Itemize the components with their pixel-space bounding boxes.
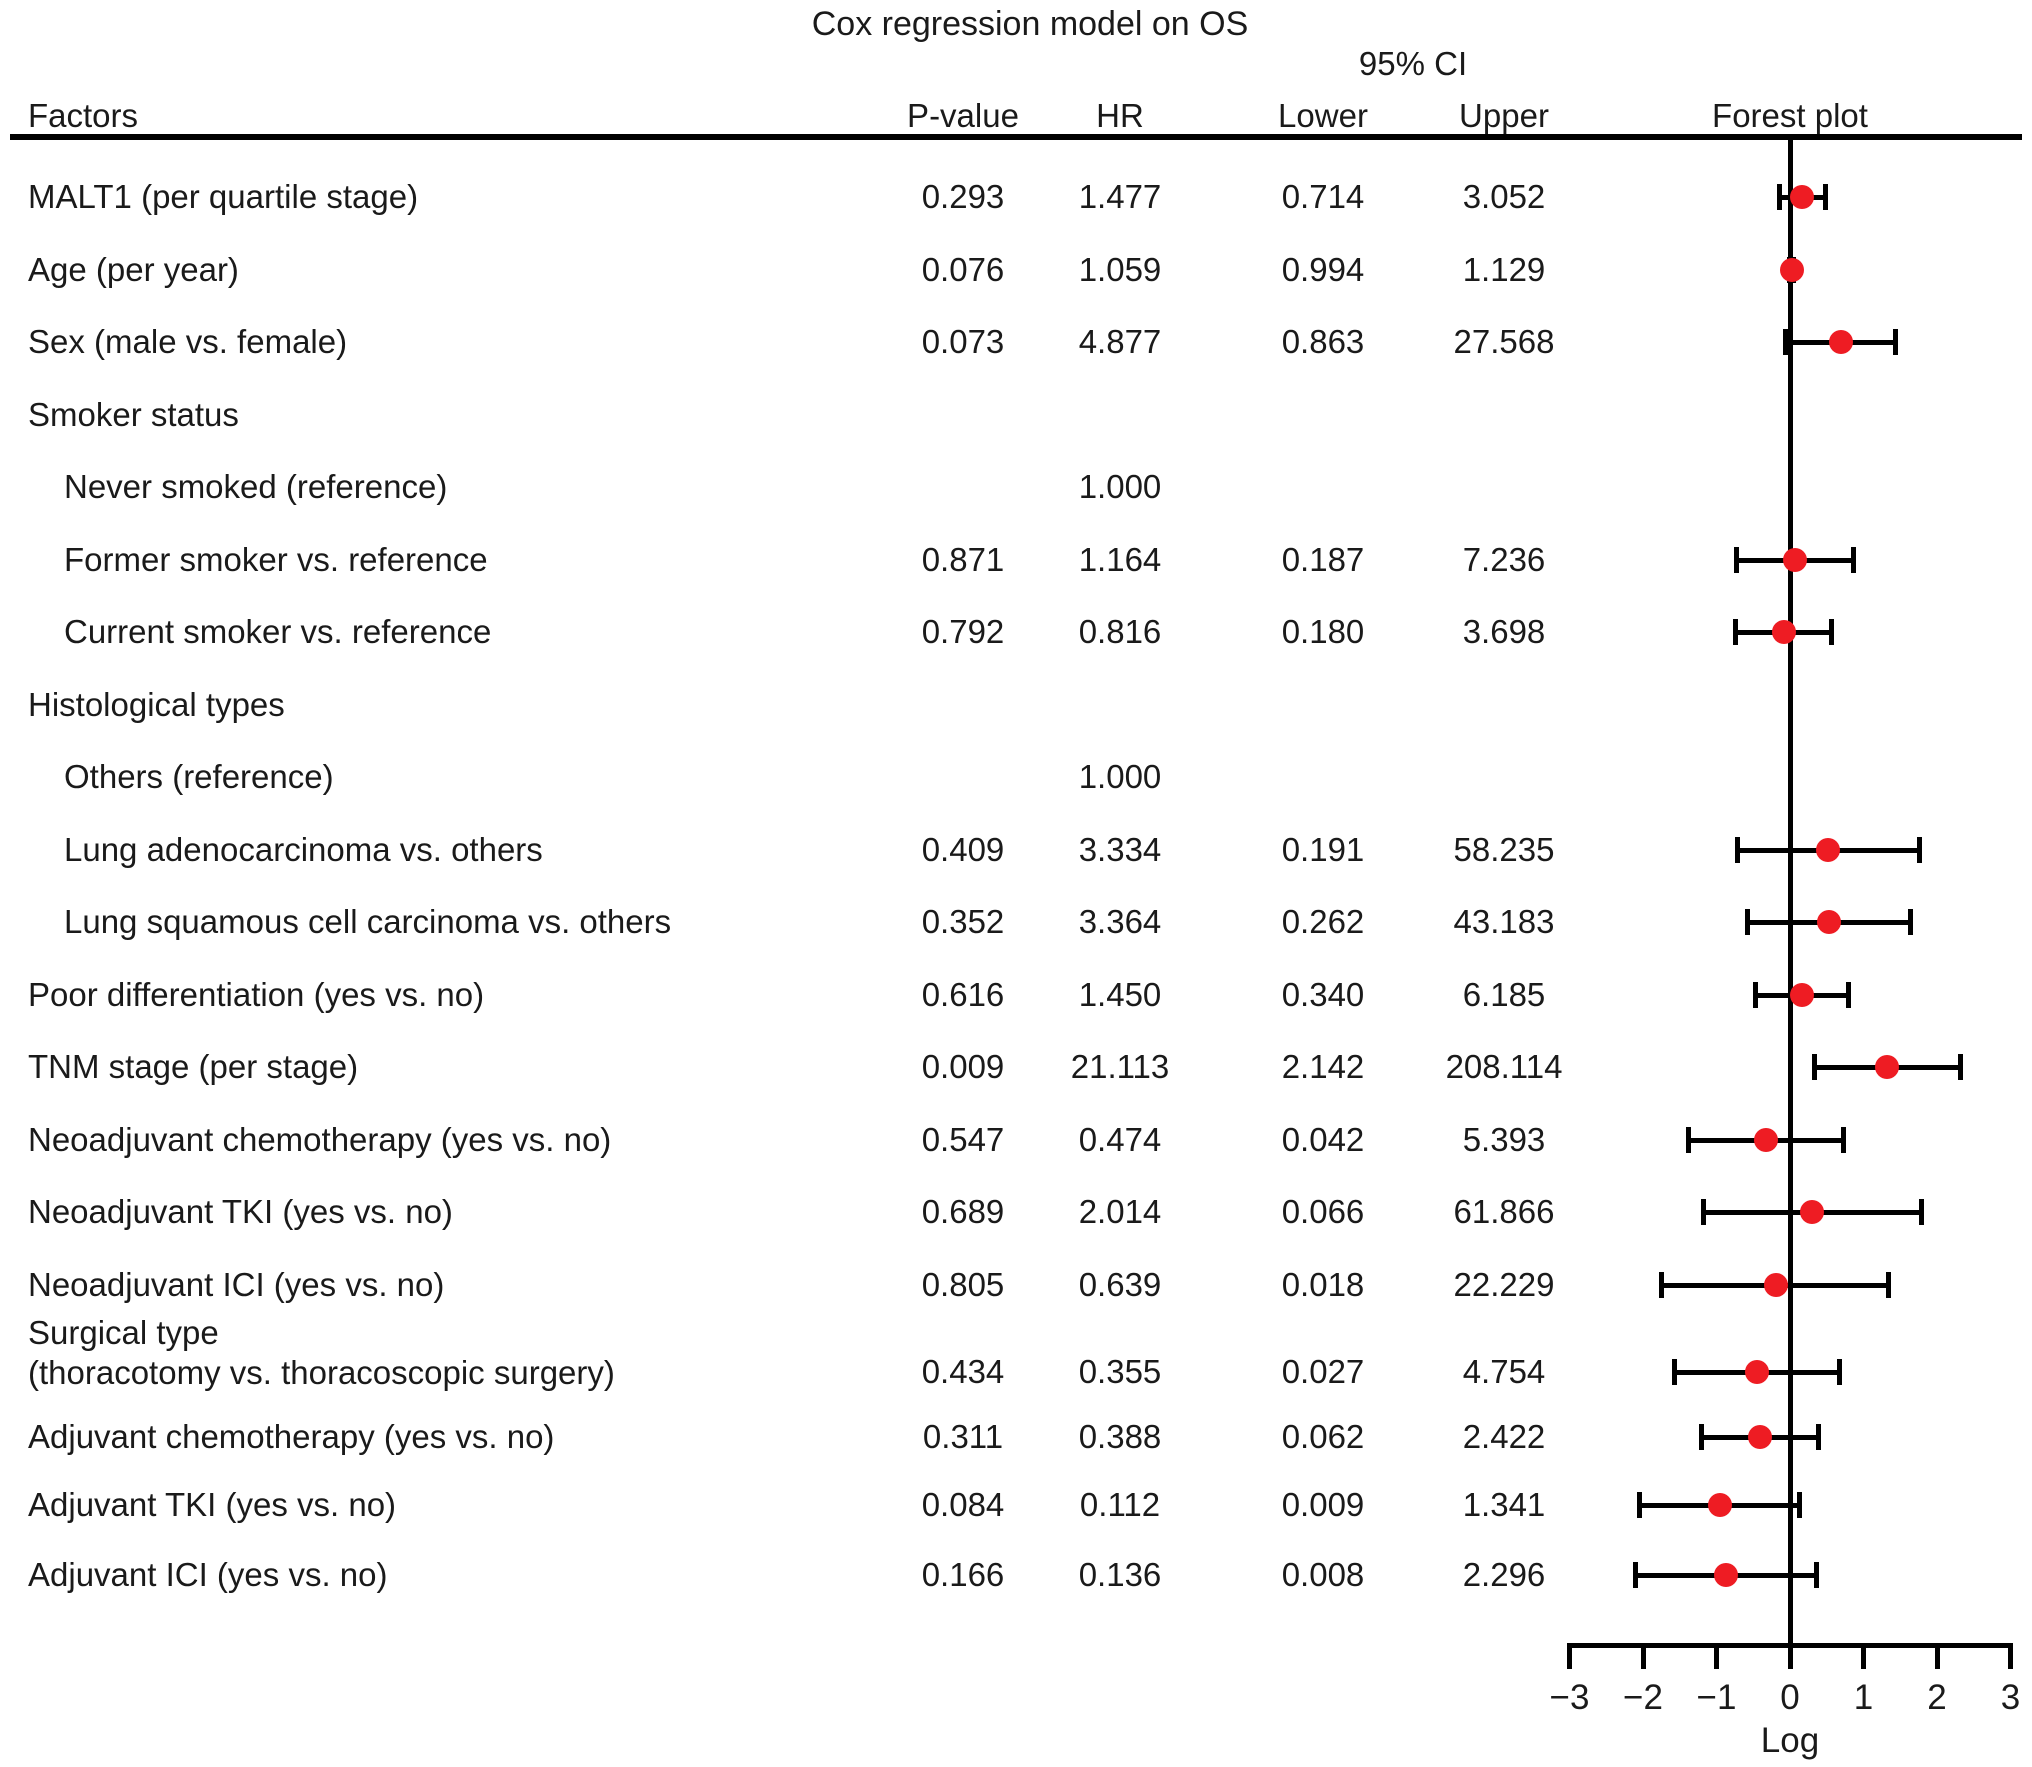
- hr-dot: [1790, 185, 1814, 209]
- ci-lower-cell: 0.066: [1281, 1193, 1365, 1230]
- ci-upper-cell: 43.183: [1453, 903, 1555, 940]
- factor-label: Surgical type: [28, 1314, 219, 1351]
- hr-cell: 1.000: [1078, 468, 1162, 505]
- ci-cap-lower: [1672, 1359, 1677, 1385]
- factor-label: Poor differentiation (yes vs. no): [28, 976, 485, 1013]
- ci-cap-lower: [1745, 909, 1750, 935]
- ci-cap-upper: [1846, 982, 1851, 1008]
- hr-cell: 0.816: [1078, 613, 1162, 650]
- ci-cap-upper: [1797, 1492, 1802, 1518]
- ci-cap-lower: [1699, 1424, 1704, 1450]
- hr-dot: [1748, 1425, 1772, 1449]
- ci-lower-cell: 0.018: [1281, 1266, 1365, 1303]
- x-axis-tick: [1861, 1643, 1866, 1669]
- ci-lower-cell: 0.027: [1281, 1353, 1365, 1390]
- ci-cap-upper: [1886, 1272, 1891, 1298]
- ci-cap-lower: [1633, 1562, 1638, 1588]
- column-header-p-value: P-value: [907, 97, 1019, 134]
- ci-cap-upper: [1841, 1127, 1846, 1153]
- figure-title: Cox regression model on OS: [811, 5, 1249, 43]
- factor-label: Adjuvant TKI (yes vs. no): [28, 1486, 397, 1523]
- hr-cell: 0.355: [1078, 1353, 1162, 1390]
- hr-dot: [1783, 548, 1807, 572]
- p-value-cell: 0.434: [921, 1353, 1005, 1390]
- ci-cap-upper: [1814, 1562, 1819, 1588]
- hr-cell: 4.877: [1078, 323, 1162, 360]
- ci-cap-upper: [1893, 329, 1898, 355]
- ci-cap-upper: [1917, 837, 1922, 863]
- ci-cap-upper: [1823, 184, 1828, 210]
- column-header-factors: Factors: [28, 97, 139, 134]
- ci-lower-cell: 2.142: [1281, 1048, 1365, 1085]
- ci-cap-upper: [1816, 1424, 1821, 1450]
- x-axis-tick-label: −3: [1549, 1678, 1590, 1717]
- ci-upper-cell: 1.341: [1462, 1486, 1546, 1523]
- ci-upper-cell: 5.393: [1462, 1121, 1546, 1158]
- column-header-upper: Upper: [1459, 97, 1549, 134]
- x-axis-tick-label: 2: [1927, 1678, 1947, 1717]
- ci-upper-cell: 22.229: [1453, 1266, 1555, 1303]
- ci-cap-lower: [1777, 184, 1782, 210]
- hr-dot: [1816, 838, 1840, 862]
- x-axis-tick: [1935, 1643, 1940, 1669]
- ci-lower-cell: 0.008: [1281, 1556, 1365, 1593]
- ci-lower-cell: 0.009: [1281, 1486, 1365, 1523]
- p-value-cell: 0.311: [922, 1418, 1004, 1455]
- hr-cell: 2.014: [1078, 1193, 1162, 1230]
- factor-label: Histological types: [28, 686, 285, 723]
- hr-cell: 3.334: [1078, 831, 1162, 868]
- factor-label: MALT1 (per quartile stage): [28, 178, 419, 215]
- x-axis-tick-label: 0: [1780, 1678, 1800, 1717]
- ci-lower-cell: 0.191: [1281, 831, 1365, 868]
- x-axis-tick-label: −1: [1696, 1678, 1737, 1717]
- hr-cell: 0.474: [1078, 1121, 1162, 1158]
- ci-lower-cell: 0.180: [1281, 613, 1365, 650]
- factor-label: Neoadjuvant ICI (yes vs. no): [28, 1266, 445, 1303]
- factor-label: Neoadjuvant chemotherapy (yes vs. no): [28, 1121, 612, 1158]
- factor-label: Current smoker vs. reference: [64, 613, 492, 650]
- ci-upper-cell: 2.422: [1462, 1418, 1546, 1455]
- ci-upper-cell: 3.698: [1462, 613, 1546, 650]
- hr-cell: 0.639: [1078, 1266, 1162, 1303]
- hr-cell: 1.000: [1078, 758, 1162, 795]
- ci-cap-lower: [1753, 982, 1758, 1008]
- ci-cap-lower: [1733, 619, 1738, 645]
- hr-cell: 1.164: [1078, 541, 1162, 578]
- hr-cell: 1.477: [1078, 178, 1162, 215]
- ci-cap-upper: [1851, 547, 1856, 573]
- ci-lower-cell: 0.062: [1281, 1418, 1365, 1455]
- p-value-cell: 0.073: [921, 323, 1005, 360]
- ci-upper-cell: 58.235: [1453, 831, 1555, 868]
- factor-label: Smoker status: [28, 396, 239, 433]
- hr-dot: [1764, 1273, 1788, 1297]
- p-value-cell: 0.166: [921, 1556, 1005, 1593]
- hr-dot: [1817, 910, 1841, 934]
- factor-label: TNM stage (per stage): [28, 1048, 359, 1085]
- column-header-lower: Lower: [1278, 97, 1368, 134]
- x-axis-tick: [1714, 1643, 1719, 1669]
- hr-cell: 1.059: [1078, 251, 1162, 288]
- ci-lower-cell: 0.340: [1281, 976, 1365, 1013]
- hr-cell: 0.388: [1078, 1418, 1162, 1455]
- p-value-cell: 0.293: [921, 178, 1005, 215]
- ci-upper-cell: 6.185: [1462, 976, 1546, 1013]
- ci-cap-lower: [1701, 1199, 1706, 1225]
- hr-dot: [1754, 1128, 1778, 1152]
- hr-cell: 1.450: [1078, 976, 1162, 1013]
- hr-dot: [1829, 330, 1853, 354]
- ci-upper-cell: 3.052: [1462, 178, 1546, 215]
- p-value-cell: 0.409: [921, 831, 1005, 868]
- ci-lower-cell: 0.262: [1281, 903, 1365, 940]
- hr-dot: [1772, 620, 1796, 644]
- ci-cap-lower: [1735, 837, 1740, 863]
- ci-cap-upper: [1908, 909, 1913, 935]
- hr-cell: 0.136: [1078, 1556, 1162, 1593]
- factor-label: Neoadjuvant TKI (yes vs. no): [28, 1193, 453, 1230]
- factor-label: Former smoker vs. reference: [64, 541, 488, 578]
- hr-dot: [1708, 1493, 1732, 1517]
- factor-label: Never smoked (reference): [64, 468, 448, 505]
- ci-cap-lower: [1734, 547, 1739, 573]
- p-value-cell: 0.871: [921, 541, 1005, 578]
- hr-dot: [1714, 1563, 1738, 1587]
- ci-cap-lower: [1812, 1054, 1817, 1080]
- ci-upper-cell: 4.754: [1462, 1353, 1546, 1390]
- ci-cap-upper: [1829, 619, 1834, 645]
- ci-cap-lower: [1686, 1127, 1691, 1153]
- p-value-cell: 0.616: [921, 976, 1005, 1013]
- ci-group-header: 95% CI: [1358, 45, 1468, 82]
- ci-cap-lower: [1659, 1272, 1664, 1298]
- factor-label-line2: (thoracotomy vs. thoracoscopic surgery): [28, 1354, 615, 1391]
- factor-label: Lung squamous cell carcinoma vs. others: [64, 903, 672, 940]
- header-rule: [10, 134, 2022, 140]
- hr-dot: [1800, 1200, 1824, 1224]
- column-header-forest-plot: Forest plot: [1712, 97, 1868, 134]
- x-axis-title: Log: [1760, 1721, 1820, 1760]
- hr-cell: 0.112: [1079, 1486, 1161, 1523]
- factor-label: Adjuvant ICI (yes vs. no): [28, 1556, 388, 1593]
- p-value-cell: 0.805: [921, 1266, 1005, 1303]
- ci-lower-cell: 0.187: [1281, 541, 1365, 578]
- ci-upper-cell: 208.114: [1445, 1048, 1563, 1085]
- x-axis-tick: [1788, 1643, 1793, 1669]
- ci-upper-cell: 2.296: [1462, 1556, 1546, 1593]
- hr-cell: 3.364: [1078, 903, 1162, 940]
- factor-label: Adjuvant chemotherapy (yes vs. no): [28, 1418, 555, 1455]
- hr-dot: [1875, 1055, 1899, 1079]
- hr-dot: [1790, 983, 1814, 1007]
- p-value-cell: 0.547: [921, 1121, 1005, 1158]
- ci-lower-cell: 0.042: [1281, 1121, 1365, 1158]
- ci-lower-cell: 0.714: [1281, 178, 1365, 215]
- column-header-hr: HR: [1096, 97, 1144, 134]
- ci-cap-upper: [1919, 1199, 1924, 1225]
- p-value-cell: 0.009: [921, 1048, 1005, 1085]
- p-value-cell: 0.689: [921, 1193, 1005, 1230]
- p-value-cell: 0.792: [921, 613, 1005, 650]
- ci-cap-lower: [1783, 329, 1788, 355]
- ci-cap-upper: [1837, 1359, 1842, 1385]
- ci-cap-lower: [1637, 1492, 1642, 1518]
- ci-cap-upper: [1958, 1054, 1963, 1080]
- hr-dot: [1780, 258, 1804, 282]
- x-axis-tick: [2008, 1643, 2013, 1669]
- ci-upper-cell: 7.236: [1462, 541, 1546, 578]
- ci-upper-cell: 1.129: [1462, 251, 1546, 288]
- factor-label: Lung adenocarcinoma vs. others: [64, 831, 543, 868]
- ci-lower-cell: 0.994: [1281, 251, 1365, 288]
- p-value-cell: 0.352: [921, 903, 1005, 940]
- x-axis-tick: [1567, 1643, 1572, 1669]
- factor-label: Sex (male vs. female): [28, 323, 348, 360]
- p-value-cell: 0.084: [921, 1486, 1005, 1523]
- ci-upper-cell: 27.568: [1453, 323, 1555, 360]
- factor-label: Others (reference): [64, 758, 334, 795]
- x-axis-tick-label: 3: [2000, 1678, 2021, 1717]
- p-value-cell: 0.076: [921, 251, 1005, 288]
- zero-reference-line: [1788, 140, 1793, 1645]
- x-axis-tick: [1641, 1643, 1646, 1669]
- ci-upper-cell: 61.866: [1453, 1193, 1555, 1230]
- ci-lower-cell: 0.863: [1281, 323, 1365, 360]
- x-axis-tick-label: −2: [1623, 1678, 1663, 1717]
- x-axis-tick-label: 1: [1853, 1678, 1874, 1717]
- hr-cell: 21.113: [1070, 1048, 1170, 1085]
- hr-dot: [1745, 1360, 1769, 1384]
- factor-label: Age (per year): [28, 251, 239, 288]
